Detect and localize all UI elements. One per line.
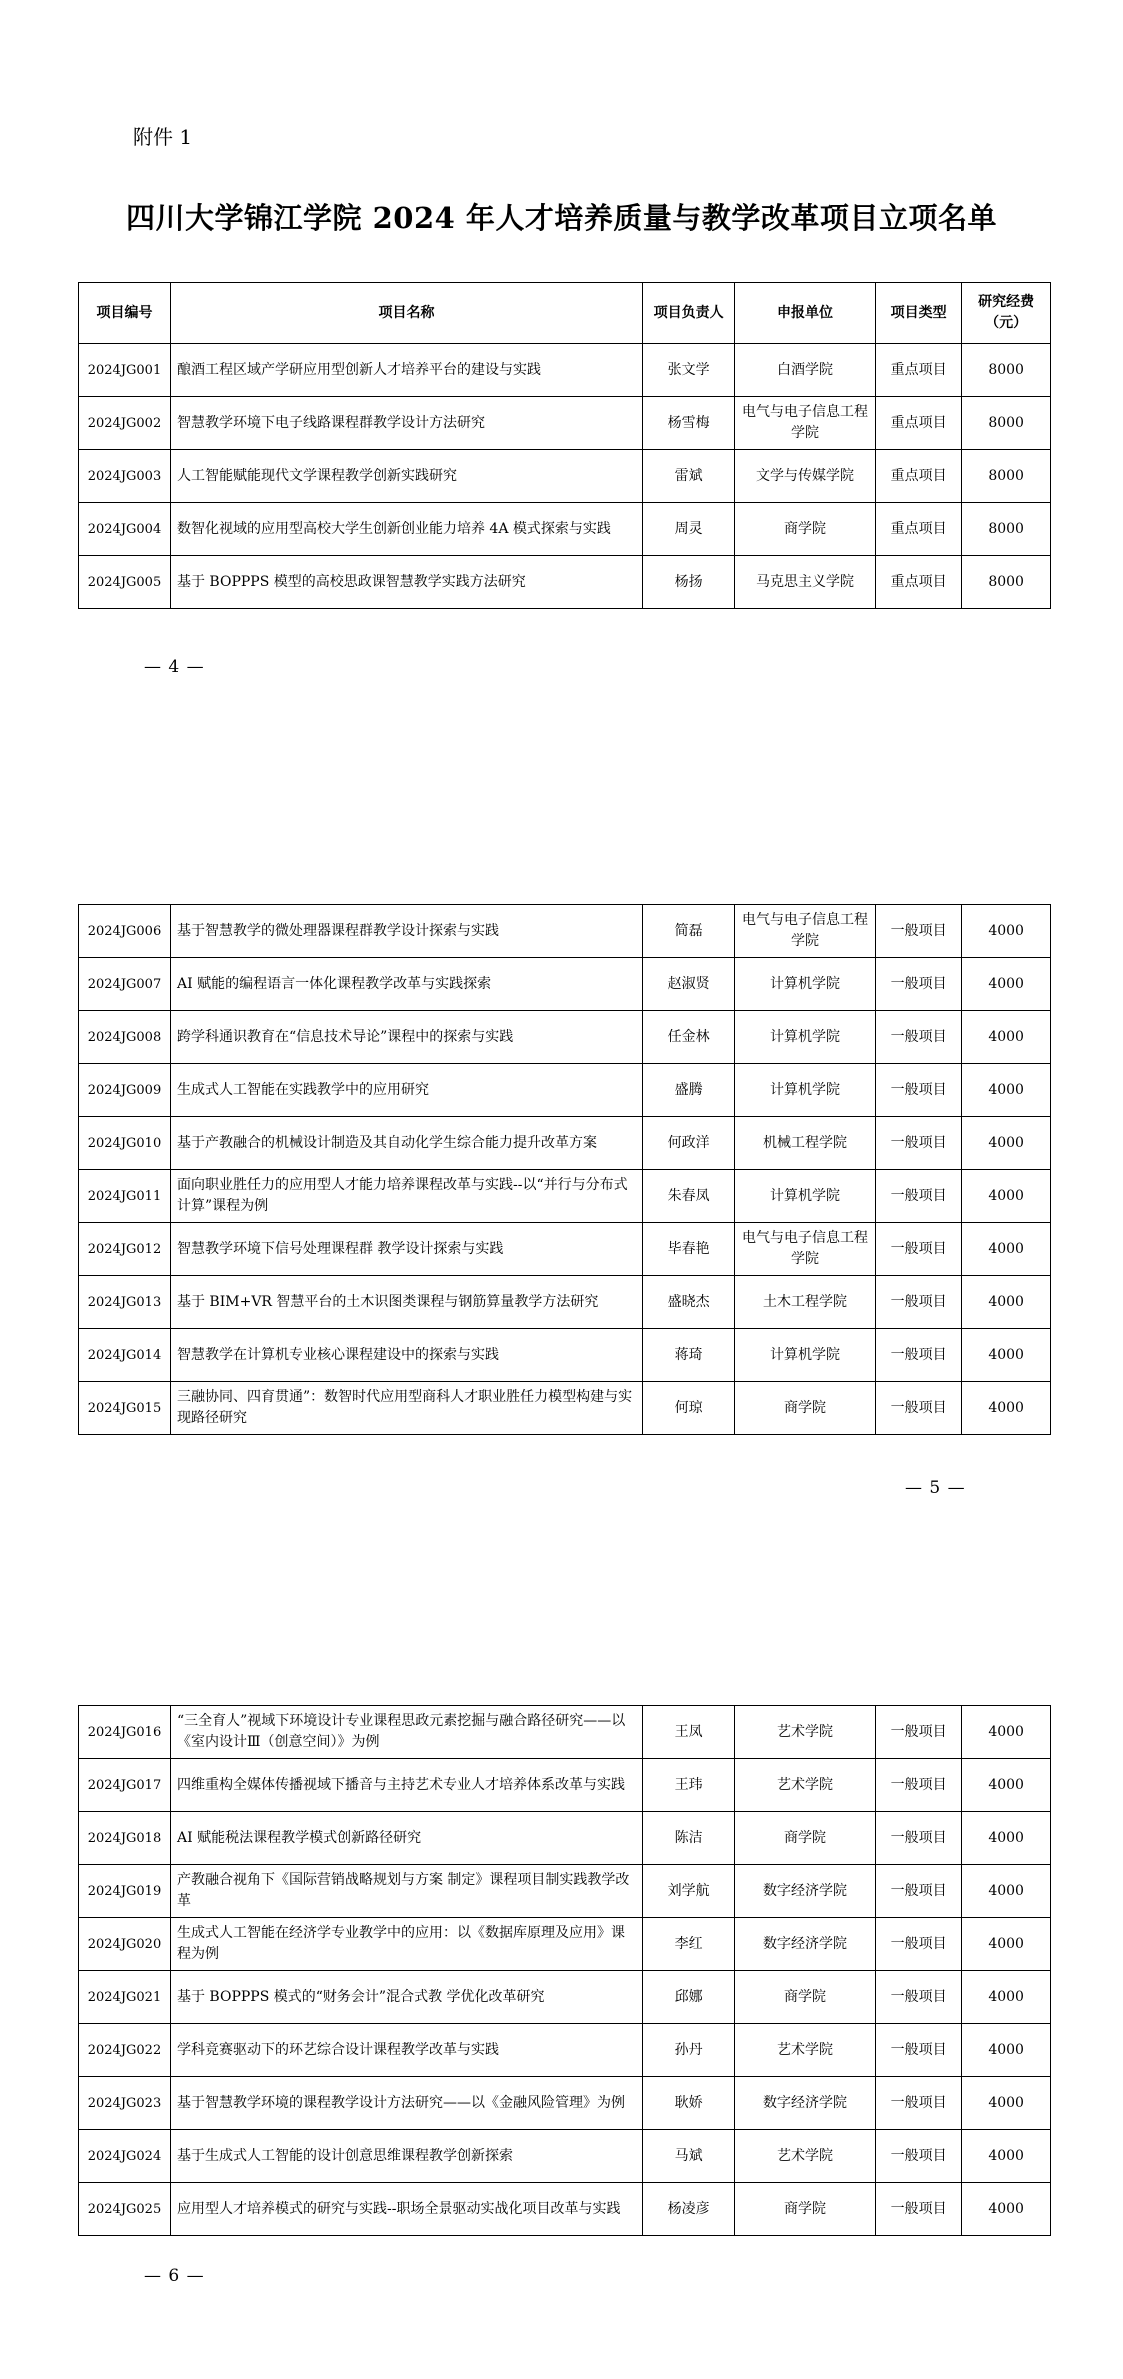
cell-code: 2024JG005	[79, 556, 171, 609]
cell-leader: 赵淑贤	[643, 958, 735, 1011]
cell-unit: 马克思主义学院	[735, 556, 876, 609]
cell-unit: 计算机学院	[735, 958, 876, 1011]
cell-name: 跨学科通识教育在“信息技术导论”课程中的探索与实践	[170, 1011, 642, 1064]
table-row	[79, 1011, 1051, 1064]
cell-code: 2024JG004	[79, 503, 171, 556]
cell-type: 一般项目	[875, 1011, 961, 1064]
table-row	[79, 503, 1051, 556]
cell-funding: 4000	[962, 1918, 1051, 1971]
cell-leader: 盛腾	[643, 1064, 735, 1117]
table-row	[79, 1865, 1051, 1918]
cell-name: AI 赋能税法课程教学模式创新路径研究	[170, 1812, 642, 1865]
cell-type: 一般项目	[875, 2130, 961, 2183]
cell-leader: 杨扬	[643, 556, 735, 609]
cell-funding: 4000	[962, 2024, 1051, 2077]
table-row	[79, 1706, 1051, 1759]
cell-name: 智慧教学在计算机专业核心课程建设中的探索与实践	[170, 1329, 642, 1382]
header-type: 项目类型	[875, 283, 961, 344]
cell-leader: 孙丹	[643, 2024, 735, 2077]
cell-name: 基于智慧教学环境的课程教学设计方法研究——以《金融风险管理》为例	[170, 2077, 642, 2130]
table-row	[79, 344, 1051, 397]
cell-funding: 4000	[962, 1011, 1051, 1064]
cell-unit: 文学与传媒学院	[735, 450, 876, 503]
table-header-row	[79, 283, 1051, 344]
cell-unit: 计算机学院	[735, 1170, 876, 1223]
cell-unit: 商学院	[735, 503, 876, 556]
page-number: — 6 —	[144, 2266, 205, 2286]
cell-leader: 杨雪梅	[643, 397, 735, 450]
table-row	[79, 1117, 1051, 1170]
cell-funding: 4000	[962, 905, 1051, 958]
cell-leader: 朱春凤	[643, 1170, 735, 1223]
cell-type: 一般项目	[875, 1759, 961, 1812]
cell-code: 2024JG001	[79, 344, 171, 397]
cell-leader: 杨凌彦	[643, 2183, 735, 2236]
cell-leader: 张文学	[643, 344, 735, 397]
cell-leader: 李红	[643, 1918, 735, 1971]
cell-code: 2024JG022	[79, 2024, 171, 2077]
cell-leader: 陈洁	[643, 1812, 735, 1865]
cell-unit: 计算机学院	[735, 1011, 876, 1064]
cell-name: 学科竞赛驱动下的环艺综合设计课程教学改革与实践	[170, 2024, 642, 2077]
cell-leader: 蒋琦	[643, 1329, 735, 1382]
table-row	[79, 2130, 1051, 2183]
cell-name: 基于 BOPPPS 模型的高校思政课智慧教学实践方法研究	[170, 556, 642, 609]
cell-name: 生成式人工智能在实践教学中的应用研究	[170, 1064, 642, 1117]
cell-unit: 艺术学院	[735, 1706, 876, 1759]
cell-code: 2024JG003	[79, 450, 171, 503]
cell-funding: 4000	[962, 1117, 1051, 1170]
cell-code: 2024JG009	[79, 1064, 171, 1117]
table-row	[79, 2024, 1051, 2077]
cell-funding: 4000	[962, 1170, 1051, 1223]
project-table-page-4	[78, 282, 1051, 609]
cell-type: 重点项目	[875, 503, 961, 556]
cell-leader: 盛晓杰	[643, 1276, 735, 1329]
cell-unit: 电气与电子信息工程学院	[735, 905, 876, 958]
page-number: — 4 —	[144, 657, 205, 677]
project-table-page-5	[78, 904, 1051, 1435]
cell-type: 一般项目	[875, 1865, 961, 1918]
table-row	[79, 397, 1051, 450]
cell-funding: 4000	[962, 958, 1051, 1011]
cell-funding: 4000	[962, 1865, 1051, 1918]
cell-unit: 商学院	[735, 2183, 876, 2236]
cell-unit: 艺术学院	[735, 2024, 876, 2077]
table-row	[79, 1759, 1051, 1812]
cell-leader: 何政洋	[643, 1117, 735, 1170]
annex-label: 附件 1	[133, 125, 193, 149]
cell-code: 2024JG006	[79, 905, 171, 958]
cell-code: 2024JG016	[79, 1706, 171, 1759]
cell-name: 酿酒工程区域产学研应用型创新人才培养平台的建设与实践	[170, 344, 642, 397]
cell-leader: 何琼	[643, 1382, 735, 1435]
cell-type: 重点项目	[875, 397, 961, 450]
cell-code: 2024JG013	[79, 1276, 171, 1329]
cell-unit: 机械工程学院	[735, 1117, 876, 1170]
header-leader: 项目负责人	[643, 283, 735, 344]
cell-name: 人工智能赋能现代文学课程教学创新实践研究	[170, 450, 642, 503]
cell-type: 一般项目	[875, 1117, 961, 1170]
table-row	[79, 1382, 1051, 1435]
cell-unit: 艺术学院	[735, 1759, 876, 1812]
cell-leader: 王玮	[643, 1759, 735, 1812]
cell-name: 智慧教学环境下电子线路课程群教学设计方法研究	[170, 397, 642, 450]
project-table-page-6	[78, 1705, 1051, 2236]
cell-type: 重点项目	[875, 556, 961, 609]
table-row	[79, 450, 1051, 503]
cell-name: 数智化视域的应用型高校大学生创新创业能力培养 4A 模式探索与实践	[170, 503, 642, 556]
cell-name: 四维重构全媒体传播视域下播音与主持艺术专业人才培养体系改革与实践	[170, 1759, 642, 1812]
cell-code: 2024JG014	[79, 1329, 171, 1382]
cell-unit: 商学院	[735, 1812, 876, 1865]
page-number: — 5 —	[905, 1478, 966, 1498]
cell-unit: 数字经济学院	[735, 1865, 876, 1918]
cell-name: “三全育人”视域下环境设计专业课程思政元素挖掘与融合路径研究——以《室内设计Ⅲ（创意空间）》为例	[170, 1706, 642, 1759]
cell-type: 一般项目	[875, 1223, 961, 1276]
cell-type: 一般项目	[875, 905, 961, 958]
cell-code: 2024JG024	[79, 2130, 171, 2183]
cell-type: 一般项目	[875, 1382, 961, 1435]
cell-funding: 4000	[962, 1759, 1051, 1812]
cell-name: 智慧教学环境下信号处理课程群 教学设计探索与实践	[170, 1223, 642, 1276]
cell-unit: 白酒学院	[735, 344, 876, 397]
cell-funding: 8000	[962, 397, 1051, 450]
cell-type: 一般项目	[875, 1170, 961, 1223]
table-row	[79, 1329, 1051, 1382]
table-row	[79, 1812, 1051, 1865]
table-row	[79, 905, 1051, 958]
cell-type: 一般项目	[875, 958, 961, 1011]
cell-code: 2024JG007	[79, 958, 171, 1011]
cell-code: 2024JG021	[79, 1971, 171, 2024]
cell-code: 2024JG023	[79, 2077, 171, 2130]
cell-funding: 4000	[962, 1223, 1051, 1276]
cell-name: 应用型人才培养模式的研究与实践--职场全景驱动实战化项目改革与实践	[170, 2183, 642, 2236]
cell-funding: 8000	[962, 344, 1051, 397]
cell-type: 重点项目	[875, 450, 961, 503]
cell-funding: 8000	[962, 450, 1051, 503]
cell-name: 基于 BIM+VR 智慧平台的土木识图类课程与钢筋算量教学方法研究	[170, 1276, 642, 1329]
cell-code: 2024JG010	[79, 1117, 171, 1170]
cell-unit: 商学院	[735, 1971, 876, 2024]
cell-name: 基于生成式人工智能的设计创意思维课程教学创新探索	[170, 2130, 642, 2183]
cell-leader: 王凤	[643, 1706, 735, 1759]
cell-funding: 4000	[962, 2077, 1051, 2130]
cell-name: 基于 BOPPPS 模式的“财务会计”混合式教 学优化改革研究	[170, 1971, 642, 2024]
cell-code: 2024JG020	[79, 1918, 171, 1971]
cell-code: 2024JG015	[79, 1382, 171, 1435]
cell-leader: 马斌	[643, 2130, 735, 2183]
table-row	[79, 2077, 1051, 2130]
cell-name: 基于产教融合的机械设计制造及其自动化学生综合能力提升改革方案	[170, 1117, 642, 1170]
cell-funding: 4000	[962, 2183, 1051, 2236]
table-row	[79, 556, 1051, 609]
cell-type: 一般项目	[875, 1971, 961, 2024]
cell-unit: 艺术学院	[735, 2130, 876, 2183]
cell-name: 三融协同、四育贯通”：数智时代应用型商科人才职业胜任力模型构建与实现路径研究	[170, 1382, 642, 1435]
cell-unit: 数字经济学院	[735, 1918, 876, 1971]
cell-funding: 4000	[962, 1064, 1051, 1117]
cell-leader: 耿娇	[643, 2077, 735, 2130]
header-unit: 申报单位	[735, 283, 876, 344]
cell-leader: 雷斌	[643, 450, 735, 503]
cell-funding: 4000	[962, 1329, 1051, 1382]
cell-unit: 数字经济学院	[735, 2077, 876, 2130]
cell-type: 重点项目	[875, 344, 961, 397]
cell-funding: 4000	[962, 1382, 1051, 1435]
cell-code: 2024JG019	[79, 1865, 171, 1918]
cell-funding: 4000	[962, 1706, 1051, 1759]
cell-unit: 商学院	[735, 1382, 876, 1435]
cell-type: 一般项目	[875, 1918, 961, 1971]
cell-code: 2024JG018	[79, 1812, 171, 1865]
cell-leader: 任金林	[643, 1011, 735, 1064]
table-row	[79, 1918, 1051, 1971]
table-row	[79, 1971, 1051, 2024]
table-row	[79, 2183, 1051, 2236]
cell-code: 2024JG011	[79, 1170, 171, 1223]
cell-type: 一般项目	[875, 2024, 961, 2077]
cell-code: 2024JG025	[79, 2183, 171, 2236]
header-funding: 研究经费（元）	[962, 283, 1051, 344]
cell-funding: 4000	[962, 1971, 1051, 2024]
cell-leader: 周灵	[643, 503, 735, 556]
cell-name: AI 赋能的编程语言一体化课程教学改革与实践探索	[170, 958, 642, 1011]
cell-leader: 刘学航	[643, 1865, 735, 1918]
cell-unit: 计算机学院	[735, 1064, 876, 1117]
page-title: 四川大学锦江学院 2024 年人才培养质量与教学改革项目立项名单	[126, 201, 997, 235]
cell-leader: 邱娜	[643, 1971, 735, 2024]
cell-type: 一般项目	[875, 1329, 961, 1382]
table-row	[79, 1276, 1051, 1329]
cell-type: 一般项目	[875, 2183, 961, 2236]
cell-funding: 4000	[962, 1812, 1051, 1865]
header-name: 项目名称	[170, 283, 642, 344]
cell-type: 一般项目	[875, 1706, 961, 1759]
cell-code: 2024JG012	[79, 1223, 171, 1276]
cell-type: 一般项目	[875, 1276, 961, 1329]
cell-leader: 简磊	[643, 905, 735, 958]
cell-type: 一般项目	[875, 1812, 961, 1865]
cell-code: 2024JG002	[79, 397, 171, 450]
cell-unit: 电气与电子信息工程学院	[735, 397, 876, 450]
cell-unit: 计算机学院	[735, 1329, 876, 1382]
cell-name: 基于智慧教学的微处理器课程群教学设计探索与实践	[170, 905, 642, 958]
cell-name: 面向职业胜任力的应用型人才能力培养课程改革与实践--以“并行与分布式计算”课程为例	[170, 1170, 642, 1223]
cell-funding: 4000	[962, 1276, 1051, 1329]
cell-type: 一般项目	[875, 1064, 961, 1117]
cell-unit: 电气与电子信息工程学院	[735, 1223, 876, 1276]
table-row	[79, 1223, 1051, 1276]
table-row	[79, 1064, 1051, 1117]
cell-funding: 4000	[962, 2130, 1051, 2183]
cell-unit: 土木工程学院	[735, 1276, 876, 1329]
cell-code: 2024JG008	[79, 1011, 171, 1064]
cell-name: 生成式人工智能在经济学专业教学中的应用：以《数据库原理及应用》课程为例	[170, 1918, 642, 1971]
cell-funding: 8000	[962, 556, 1051, 609]
header-code: 项目编号	[79, 283, 171, 344]
table-row	[79, 958, 1051, 1011]
cell-leader: 毕春艳	[643, 1223, 735, 1276]
cell-name: 产教融合视角下《国际营销战略规划与方案 制定》课程项目制实践教学改革	[170, 1865, 642, 1918]
cell-code: 2024JG017	[79, 1759, 171, 1812]
cell-funding: 8000	[962, 503, 1051, 556]
cell-type: 一般项目	[875, 2077, 961, 2130]
table-row	[79, 1170, 1051, 1223]
